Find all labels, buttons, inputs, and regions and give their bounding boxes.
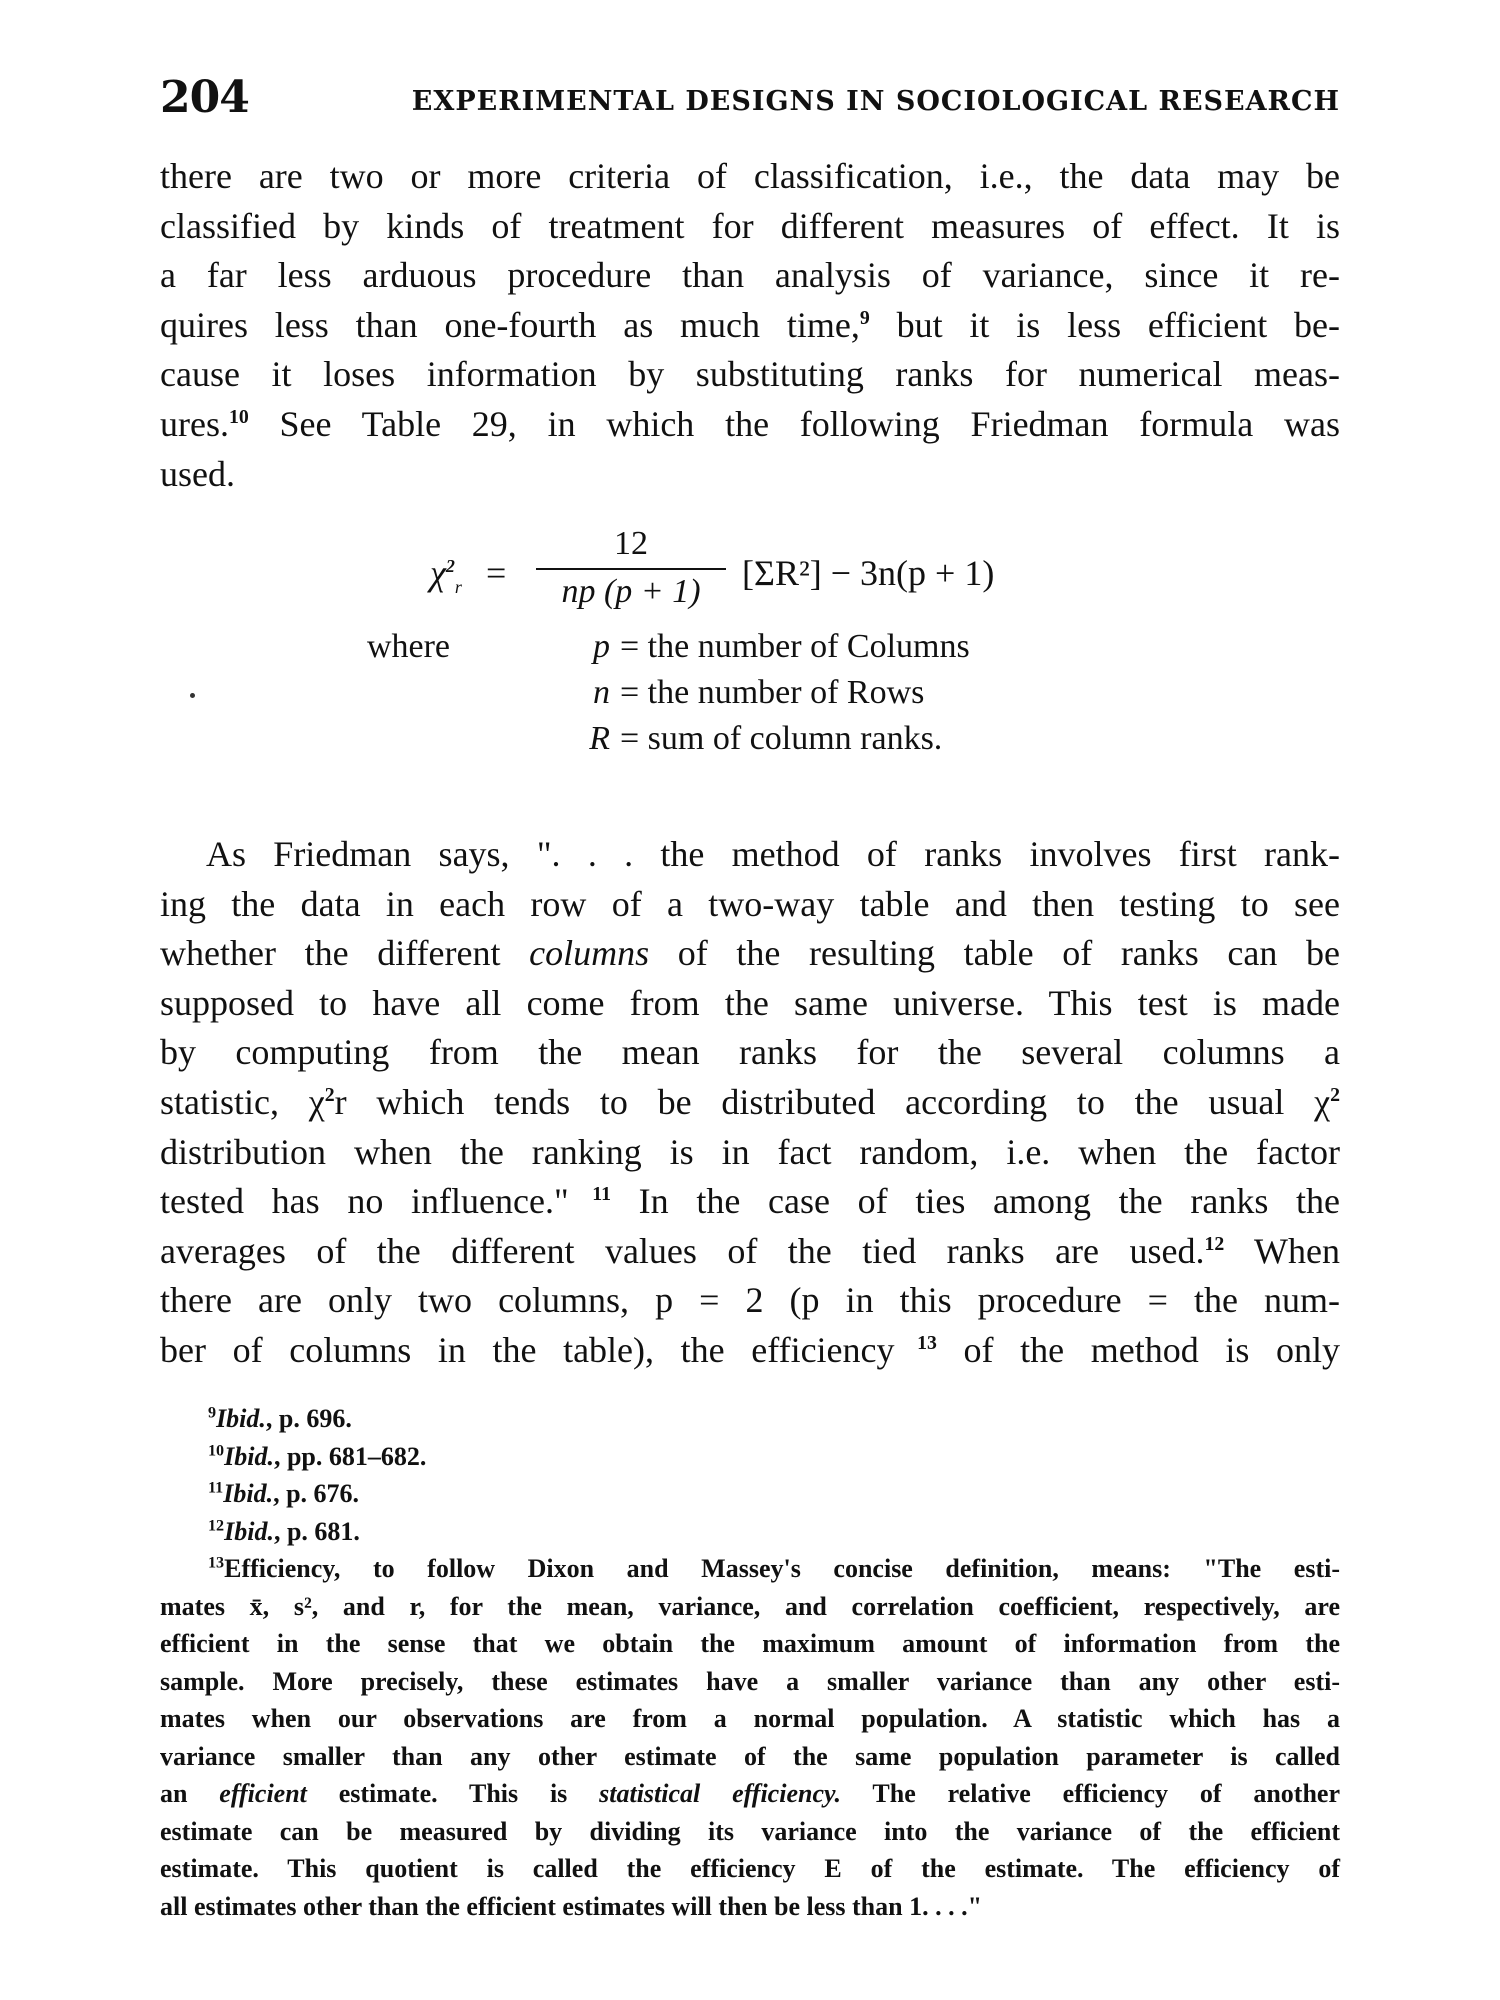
page-number: 204 [160,72,249,123]
formula-fraction [536,522,726,612]
formula-rhs: [ΣR²] − 3n(p + 1) [742,553,995,593]
text-line: ures.$^{10}$ See Table 29, in which the following Friedman formula was [160,403,1340,444]
text-line: whether the different columns of the resulting table of ranks can be [160,933,1341,974]
text-line: used. [160,453,235,494]
definition-row: n = the number of Rows [593,674,925,711]
footnote-10: $^{10}$Ibid., pp. 681–682. [208,1441,427,1471]
text-line: supposed to have all come from the same universe. This test is made [160,982,1340,1023]
text-line: distribution when the ranking is in fact random, i.e. when the factor [160,1131,1340,1172]
text-line: cause it loses information by substituting ranks for numerical meas- [160,354,1340,395]
text-line: ing the data in each row of a two-way table and then testing to see [160,883,1340,924]
footnote-11: $^{11}$Ibid., p. 676. [208,1479,360,1508]
footnote-ref-11: 11 [568,1183,611,1206]
fraction-bar [536,568,726,570]
footnote-ref-13: 13 [894,1331,937,1354]
text-line: ber of columns in the table), the efficiency $^{13}$ of the method is only [160,1329,1340,1370]
text-line: by computing from the mean ranks for the several columns a [160,1032,1340,1073]
text-line: As Friedman says, ". . . the method of ranks involves first rank- [206,834,1340,874]
text-line: a far less arduous procedure than analysis of variance, since it re- [160,255,1340,296]
formula-lhs: $\chi^2_r$ [430,553,462,598]
definition-row: R = sum of column ranks. [589,720,943,757]
text-line: there are only two columns, p = 2 (p in this procedure = the num- [160,1280,1340,1321]
footnote-12: $^{12}$Ibid., p. 681. [208,1516,360,1546]
footnote-ref-9: 9 [859,306,870,329]
text-line: averages of the different values of the tied ranks are used.$^{12}$ When [160,1230,1340,1271]
paragraph-1 [160,152,1340,499]
formula-equals: = [486,553,507,593]
page-header [160,72,1340,132]
text-line: classified by kinds of treatment for different measures of effect. It is [160,205,1340,246]
text-line: tested has no influence." $^{11}$ In the case of ties among the ranks the [160,1181,1340,1222]
formula-denominator: np (p + 1) [561,573,701,610]
text-line: quires less than one-fourth as much time,$^9$ but it is less efficient be- [160,304,1340,345]
formula-definitions [366,624,1160,762]
definition-row: where p = the number of Columns [366,628,970,665]
formula-numerator: 12 [614,525,648,562]
running-head: EXPERIMENTAL DESIGNS IN SOCIOLOGICAL RESEARCH [411,86,1340,117]
text-line: statistic, $\chi^2r$ which tends to be distributed according to the usual $\chi^2$ [160,1081,1340,1122]
friedman-formula [430,522,1130,622]
paragraph-2 [160,830,1340,1376]
footnotes [160,1400,1340,1925]
footnote-13: $^{13}$Efficiency, to follow Dixon and Massey's concise definition, means: "The esti- mates x̄, s², and r, for the mean, variance, and correlation coefficient, respectively, are efficient in the sense that we obtain the maximum amount of information from the sample. More precisely, these estimates have a smaller variance than any other esti- mates when our observations are from a normal population. A statistic which has a variance smaller than any other estimate of the same population parameter is called an efficient estimate. This is statistical efficiency. The relative efficiency of another estimate can be measured by dividing its variance into the variance of the efficient estimate. This quotient is called the efficiency E of the estimate. The efficiency of all estimates other than the efficient estimates will then be less than 1. . . ." [160,1554,1341,1921]
stray-mark [190,693,195,698]
footnote-9: $^9$Ibid., p. 696. [208,1404,352,1433]
footnote-ref-12: 12 [1204,1232,1225,1255]
text-line: there are two or more criteria of classification, i.e., the data may be [160,156,1340,196]
footnote-ref-10: 10 [228,405,249,428]
